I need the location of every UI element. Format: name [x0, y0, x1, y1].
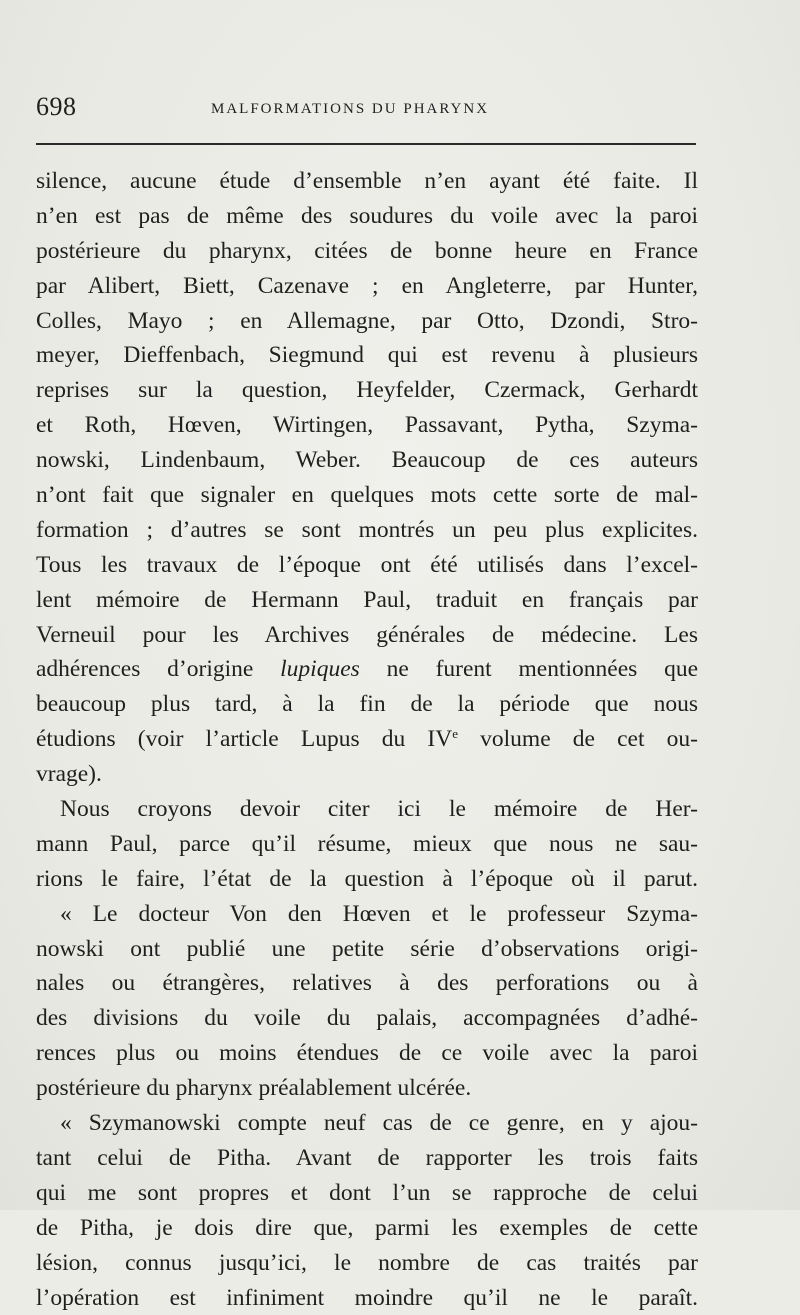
text-line: n’ont fait que signaler en quelques mots cette sorte de mal- — [36, 478, 698, 513]
text-line: Colles, Mayo ; en Allemagne, par Otto, Dzondi, Stro- — [36, 304, 698, 339]
text-line: rions le faire, l’état de la question à l’époque où il parut. — [36, 862, 698, 897]
header-rule — [36, 143, 696, 145]
text-line: par Alibert, Biett, Cazenave ; en Angleterre, par Hunter, — [36, 269, 698, 304]
page-header — [36, 92, 696, 126]
text-segment: volume de cet ou- — [458, 726, 698, 752]
text-line: et Roth, Hœven, Wirtingen, Passavant, Pytha, Szyma- — [36, 408, 698, 443]
text-line: formation ; d’autres se sont montrés un peu plus explicites. — [36, 513, 698, 548]
text-line: tant celui de Pitha. Avant de rapporter les trois faits — [36, 1141, 698, 1176]
text-line: qui me sont propres et dont l’un se rapproche de celui — [36, 1176, 698, 1211]
text-line: nales ou étrangères, relatives à des perforations ou à — [36, 966, 698, 1001]
page-number: 698 — [36, 92, 77, 122]
text-line: Tous les travaux de l’époque ont été utilisés dans l’excel- — [36, 548, 698, 583]
running-title: MALFORMATIONS DU PHARYNX — [211, 100, 489, 118]
paragraph-start-line: « Le docteur Von den Hœven et le professeur Szyma- — [36, 897, 698, 932]
text-segment: étudions (voir l’article Lupus du IV — [36, 726, 452, 752]
text-line: vrage). — [36, 757, 698, 792]
superscript: e — [452, 726, 458, 741]
text-line: postérieure du pharynx, citées de bonne heure en France — [36, 234, 698, 269]
text-line: silence, aucune étude d’ensemble n’en ayant été faite. Il — [36, 164, 698, 199]
text-line: de Pitha, je dois dire que, parmi les exemples de cette — [36, 1211, 698, 1246]
text-line: meyer, Dieffenbach, Siegmund qui est revenu à plusieurs — [36, 338, 698, 373]
text-line-with-italic — [36, 652, 698, 687]
paragraph-start-line: « Szymanowski compte neuf cas de ce genre, en y ajou- — [36, 1106, 698, 1141]
text-line: n’en est pas de même des soudures du voile avec la paroi — [36, 199, 698, 234]
text-line: Verneuil pour les Archives générales de médecine. Les — [36, 618, 698, 653]
text-segment: adhérences d’origine — [36, 656, 280, 682]
text-line: mann Paul, parce qu’il résume, mieux que nous ne sau- — [36, 827, 698, 862]
body-text — [36, 164, 698, 1315]
text-line: des divisions du voile du palais, accompagnées d’adhé- — [36, 1001, 698, 1036]
text-line: reprises sur la question, Heyfelder, Czermack, Gerhardt — [36, 373, 698, 408]
text-line: l’opération est infiniment moindre qu’il ne le paraît. — [36, 1281, 698, 1315]
text-line: beaucoup plus tard, à la fin de la période que nous — [36, 687, 698, 722]
italic-term: lupiques — [280, 656, 360, 682]
text-line: nowski, Lindenbaum, Weber. Beaucoup de ces auteurs — [36, 443, 698, 478]
text-line: rences plus ou moins étendues de ce voile avec la paroi — [36, 1036, 698, 1071]
paragraph-start-line: Nous croyons devoir citer ici le mémoire de Her- — [36, 792, 698, 827]
text-line: lent mémoire de Hermann Paul, traduit en français par — [36, 583, 698, 618]
text-line: postérieure du pharynx préalablement ulcérée. — [36, 1071, 698, 1106]
text-line: nowski ont publié une petite série d’observations origi- — [36, 932, 698, 967]
text-line: lésion, connus jusqu’ici, le nombre de cas traités par — [36, 1246, 698, 1281]
text-segment: ne furent mentionnées que — [360, 656, 698, 682]
text-line-with-superscript — [36, 722, 698, 757]
